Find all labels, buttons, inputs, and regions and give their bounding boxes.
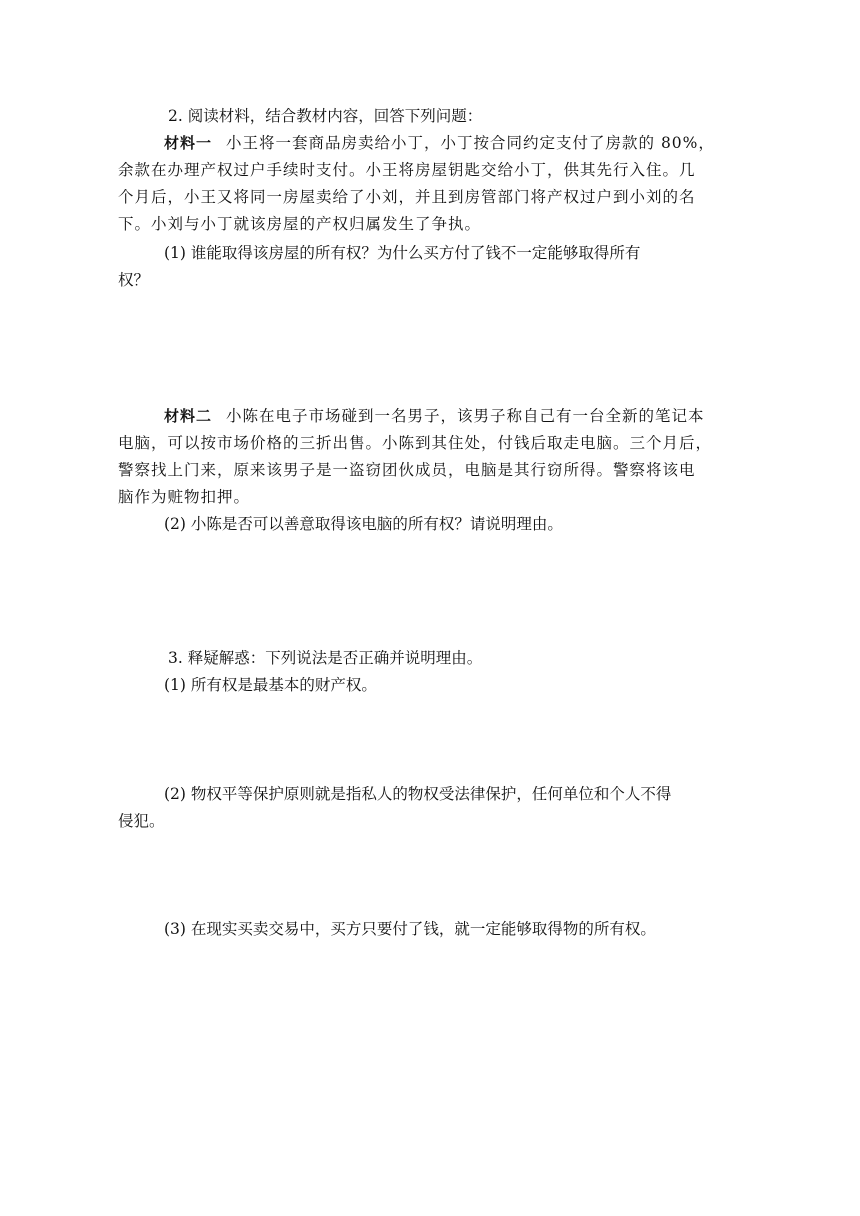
material-1-text-line: 个月后，小王又将同一房屋卖给了小刘，并且到房管部门将产权过户到小刘的名 — [118, 188, 696, 206]
material-2-text-line: 电脑，可以按市场价格的三折出售。小陈到其住处，付钱后取走电脑。三个月后， — [118, 434, 713, 452]
material-1-text-line: 余款在办理产权过户手续时支付。小王将房屋钥匙交给小丁，供其先行入住。几 — [118, 161, 696, 179]
material-1-block — [118, 130, 734, 238]
question-2-heading-block — [118, 103, 734, 130]
material-2-block — [118, 403, 734, 511]
question-3-3-block — [118, 916, 734, 943]
question-2-heading: 2. 阅读材料，结合教材内容，回答下列问题： — [168, 107, 483, 125]
material-2-text-line: 小陈在电子市场碰到一名男子，该男子称自己有一台全新的笔记本 — [226, 407, 705, 425]
question-2-2-text: (2) 小陈是否可以善意取得该电脑的所有权？请说明理由。 — [164, 515, 563, 533]
question-2-2-block — [118, 511, 734, 538]
material-2-text-line: 脑作为赃物扣押。 — [118, 488, 251, 506]
question-3-heading: 3. 释疑解惑：下列说法是否正确并说明理由。 — [168, 649, 483, 667]
material-1-first-line — [118, 130, 734, 157]
material-2-text-line: 警察找上门来，原来该男子是一盗窃团伙成员，电脑是其行窃所得。警察将该电 — [118, 461, 696, 479]
question-2-1-block — [118, 240, 734, 294]
material-2-first-line — [118, 403, 734, 430]
material-1-text-line: 下。小刘与小丁就该房屋的产权归属发生了争执。 — [118, 215, 482, 233]
question-2-1-text: 权？ — [118, 271, 150, 289]
question-3-2-text: 侵犯。 — [118, 812, 165, 830]
question-3-2-block — [118, 781, 734, 835]
question-2-1-text: (1) 谁能取得该房屋的所有权？为什么买方付了钱不一定能够取得所有 — [164, 244, 641, 262]
material-1-label: 材料一 — [164, 134, 213, 152]
material-1-text-line: 小王将一套商品房卖给小丁，小丁按合同约定支付了房款的 80%， — [226, 134, 715, 152]
question-3-1-block — [118, 672, 734, 699]
question-3-2-text: (2) 物权平等保护原则就是指私人的物权受法律保护，任何单位和个人不得 — [164, 785, 672, 803]
question-3-3-text: (3) 在现实买卖交易中，买方只要付了钱，就一定能够取得物的所有权。 — [164, 920, 656, 938]
material-2-label: 材料二 — [164, 407, 213, 425]
question-3-1-text: (1) 所有权是最基本的财产权。 — [164, 676, 377, 694]
question-3-heading-block — [118, 645, 734, 672]
